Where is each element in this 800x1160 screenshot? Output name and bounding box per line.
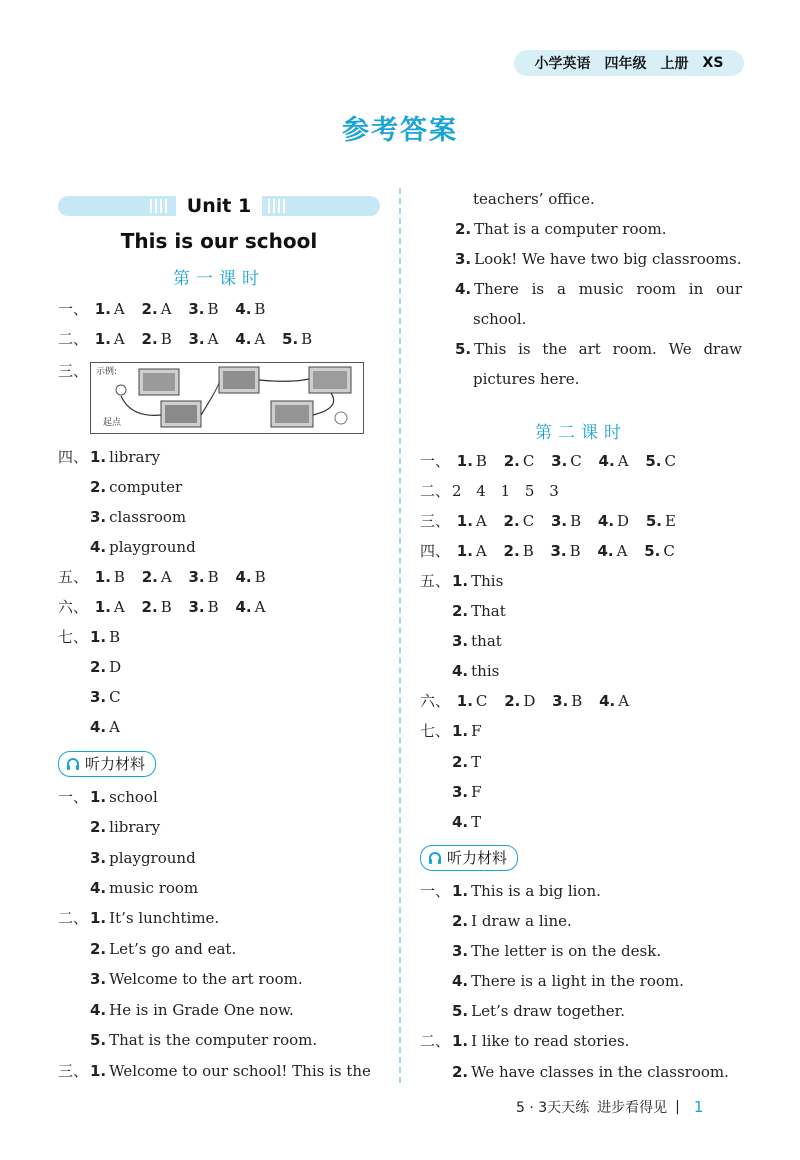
footer-slogan: 进步看得见	[597, 1100, 668, 1116]
item-answer: That is a computer room.	[474, 220, 667, 238]
item-number: 3.	[452, 783, 469, 801]
item-answer: B	[571, 692, 583, 710]
item-number: 5.	[645, 512, 662, 530]
answer-row	[90, 536, 196, 558]
listening-label-text: 听力材料	[85, 755, 146, 773]
answer-row	[420, 1030, 629, 1052]
answer-row	[58, 1060, 371, 1082]
answer-row	[58, 298, 265, 320]
item-number: 2.	[504, 692, 521, 710]
unit-subtitle: This is our school	[120, 229, 318, 253]
header-badge	[514, 50, 744, 76]
answer-row	[455, 218, 667, 240]
answer-row	[452, 910, 572, 932]
question-tag: 二、	[420, 482, 451, 500]
item-number: 1.	[452, 722, 469, 740]
sun-icon	[335, 412, 347, 424]
item-number: 1.	[452, 1032, 469, 1050]
item-number: 2.	[141, 568, 158, 586]
item-number: 1.	[456, 512, 473, 530]
answer-row	[90, 877, 198, 899]
answer-row	[452, 811, 481, 833]
question-tag: 四、	[420, 542, 451, 560]
item-answer: I like to read stories.	[471, 1032, 630, 1050]
answer-row	[58, 907, 219, 929]
item-answer: playground	[109, 849, 196, 867]
item-number: 3.	[452, 942, 469, 960]
item-number: 4.	[90, 1001, 107, 1019]
item-number: 4.	[452, 662, 469, 680]
answer-row	[90, 816, 160, 838]
item-number: 5.	[282, 330, 299, 348]
item-answer: B	[109, 628, 121, 646]
item-number: 4.	[235, 330, 252, 348]
answer-row	[90, 656, 121, 678]
item-answer: That	[471, 602, 506, 620]
item-answer: A	[616, 542, 628, 560]
item-answer: A	[254, 330, 266, 348]
continued-line: teachers’ office.	[473, 190, 595, 208]
item-number: 2.	[452, 912, 469, 930]
item-answer: B	[475, 452, 487, 470]
answer-row	[452, 1000, 625, 1022]
item-number: 1.	[456, 542, 473, 560]
answer-row	[452, 600, 506, 622]
item-number: 4.	[599, 692, 616, 710]
question-tag: 三、	[58, 362, 89, 380]
room-detail	[143, 373, 175, 391]
answer-row	[420, 720, 482, 742]
item-answer: 2 4 1 5 3	[452, 482, 559, 500]
question-tag: 一、	[420, 452, 451, 470]
lesson-title-2: 第二课时	[535, 423, 627, 443]
headphones-icon	[65, 756, 81, 772]
item-answer: B	[207, 300, 219, 318]
item-answer: F	[471, 722, 482, 740]
room-detail	[313, 371, 347, 389]
item-answer: A	[160, 568, 172, 586]
answer-row	[455, 278, 742, 300]
answer-row	[420, 480, 559, 502]
answer-row	[90, 968, 303, 990]
item-answer: B	[160, 598, 172, 616]
item-answer: I draw a line.	[471, 912, 572, 930]
item-answer: school	[109, 788, 158, 806]
question-tag: 二、	[420, 1032, 451, 1050]
header-grade: 四年级	[604, 56, 647, 72]
item-number: 3.	[90, 970, 107, 988]
item-number: 3.	[455, 250, 472, 268]
question-tag: 六、	[420, 692, 451, 710]
footer-separator: |	[675, 1099, 680, 1115]
answer-row	[452, 1061, 729, 1083]
question-tag: 一、	[420, 882, 451, 900]
item-answer: A	[113, 330, 125, 348]
pin-icon	[116, 385, 126, 395]
answer-row	[455, 248, 742, 270]
question-tag: 二、	[58, 330, 89, 348]
item-answer: A	[617, 452, 629, 470]
item-number: 2.	[141, 330, 158, 348]
item-answer: B	[570, 512, 582, 530]
answer-row	[90, 506, 186, 528]
item-number: 4.	[597, 512, 615, 530]
item-number: 3.	[90, 849, 107, 867]
item-number: 1.	[452, 882, 469, 900]
item-answer: C	[109, 688, 121, 706]
item-answer: This is the art room. We draw	[474, 340, 742, 358]
header-edition: XS	[702, 55, 724, 71]
item-answer: A	[113, 598, 125, 616]
item-answer: The letter is on the desk.	[471, 942, 662, 960]
item-answer: He is in Grade One now.	[109, 1001, 294, 1019]
item-answer: There is a light in the room.	[471, 972, 684, 990]
listening-label	[58, 751, 156, 777]
item-number: 3.	[550, 512, 568, 530]
item-number: 2.	[452, 602, 469, 620]
answer-row	[452, 630, 502, 652]
item-number: 3.	[452, 632, 469, 650]
item-answer: Look! We have two big classrooms.	[474, 250, 742, 268]
item-answer: Let’s draw together.	[471, 1002, 625, 1020]
answer-row	[58, 446, 160, 468]
item-answer: library	[109, 448, 161, 466]
item-answer: D	[109, 658, 122, 676]
item-answer: B	[254, 300, 266, 318]
item-answer: A	[113, 300, 125, 318]
item-answer: music room	[109, 879, 199, 897]
item-number: 2.	[90, 940, 107, 958]
item-answer: B	[301, 330, 313, 348]
answer-row	[420, 880, 601, 902]
answer-row	[58, 596, 265, 618]
item-answer: A	[254, 598, 266, 616]
item-number: 1.	[90, 788, 107, 806]
item-number: 3.	[90, 688, 107, 706]
item-answer: We have classes in the classroom.	[471, 1063, 729, 1081]
question-tag: 四、	[58, 448, 89, 466]
item-number: 4.	[597, 542, 614, 560]
item-number: 1.	[94, 330, 111, 348]
item-number: 5.	[644, 542, 661, 560]
item-number: 2.	[452, 1063, 469, 1081]
item-number: 1.	[94, 300, 111, 318]
item-number: 2.	[503, 512, 520, 530]
answer-row	[420, 690, 629, 712]
column-divider	[399, 188, 401, 1083]
item-number: 1.	[456, 452, 473, 470]
continued-line: pictures here.	[473, 370, 580, 388]
item-number: 3.	[188, 598, 205, 616]
answer-row	[452, 751, 481, 773]
item-number: 2.	[452, 753, 469, 771]
item-number: 1.	[90, 1062, 107, 1080]
item-number: 1.	[452, 572, 469, 590]
item-number: 2.	[503, 542, 520, 560]
item-answer: C	[570, 452, 582, 470]
item-number: 2.	[90, 658, 107, 676]
item-answer: B	[254, 568, 266, 586]
item-answer: playground	[109, 538, 196, 556]
item-number: 1.	[90, 628, 107, 646]
question-tag: 一、	[58, 300, 89, 318]
item-number: 2.	[90, 818, 107, 836]
item-number: 5.	[645, 452, 662, 470]
listening-label-text: 听力材料	[447, 849, 508, 867]
listening-label	[420, 845, 518, 871]
item-answer: computer	[109, 478, 183, 496]
answer-row	[90, 716, 120, 738]
item-number: 1.	[456, 692, 473, 710]
item-number: 1.	[94, 598, 111, 616]
answer-row	[452, 781, 482, 803]
answer-row	[452, 970, 684, 992]
item-number: 3.	[188, 330, 205, 348]
item-answer: that	[471, 632, 502, 650]
page-number: 1	[693, 1098, 704, 1116]
footer-brand: 5 · 3天天练	[516, 1100, 590, 1116]
item-number: 2.	[455, 220, 472, 238]
answer-row	[90, 847, 196, 869]
item-answer: A	[475, 512, 487, 530]
answer-row	[90, 476, 182, 498]
item-answer: B	[113, 568, 125, 586]
item-answer: There is a music room in our	[474, 280, 742, 298]
item-answer: T	[471, 753, 482, 771]
item-answer: this	[471, 662, 500, 680]
item-number: 4.	[598, 452, 615, 470]
answer-row	[58, 786, 158, 808]
item-number: 3.	[188, 568, 205, 586]
question-tag: 三、	[420, 512, 451, 530]
item-number: 4.	[452, 813, 469, 831]
item-answer: A	[207, 330, 219, 348]
page-title: 参考答案	[342, 115, 458, 146]
footer	[516, 1097, 703, 1117]
answer-row	[58, 360, 90, 382]
item-number: 3.	[550, 542, 567, 560]
answer-row	[452, 660, 499, 682]
item-number: 4.	[90, 538, 107, 556]
item-number: 2.	[503, 452, 520, 470]
continued-line: school.	[473, 310, 527, 328]
question-tag: 二、	[58, 909, 89, 927]
item-answer: This is a big lion.	[471, 882, 601, 900]
item-answer: B	[207, 598, 219, 616]
item-number: 2.	[90, 478, 107, 496]
item-number: 1.	[90, 448, 107, 466]
header-volume: 上册	[660, 56, 689, 72]
item-number: 4.	[235, 300, 252, 318]
header-subject: 小学英语	[534, 56, 591, 72]
item-number: 4.	[90, 718, 107, 736]
item-answer: C	[664, 452, 676, 470]
question-tag: 六、	[58, 598, 89, 616]
item-answer: B	[160, 330, 172, 348]
route-map-image	[91, 363, 363, 433]
item-number: 3.	[188, 300, 205, 318]
item-number: 4.	[90, 879, 107, 897]
item-answer: F	[471, 783, 482, 801]
item-answer: That is the computer room.	[109, 1031, 318, 1049]
item-number: 1.	[90, 909, 107, 927]
item-number: 3.	[551, 452, 568, 470]
item-number: 5.	[452, 1002, 469, 1020]
item-answer: It’s lunchtime.	[109, 909, 220, 927]
example-label: 示例:	[96, 367, 118, 377]
item-answer: A	[109, 718, 120, 736]
item-answer: Welcome to the art room.	[109, 970, 303, 988]
item-number: 4.	[455, 280, 472, 298]
item-answer: E	[665, 512, 676, 530]
headphones-icon	[427, 850, 443, 866]
answer-row	[90, 1029, 317, 1051]
question-tag: 五、	[58, 568, 89, 586]
answer-row	[455, 338, 742, 360]
item-answer: A	[618, 692, 630, 710]
item-answer: C	[522, 512, 535, 530]
item-number: 5.	[90, 1031, 107, 1049]
item-number: 3.	[552, 692, 569, 710]
room-detail	[223, 371, 255, 389]
answer-row	[58, 566, 266, 588]
item-answer: T	[471, 813, 482, 831]
item-answer: D	[523, 692, 536, 710]
item-answer: B	[207, 568, 219, 586]
item-number: 1.	[94, 568, 111, 586]
item-answer: B	[522, 542, 534, 560]
question-tag: 五、	[420, 572, 451, 590]
lesson-title-1: 第一课时	[173, 269, 265, 289]
item-answer: D	[617, 512, 630, 530]
start-label: 起点	[103, 418, 122, 428]
item-answer: This	[471, 572, 504, 590]
answer-row	[420, 540, 675, 562]
answer-row	[420, 450, 676, 472]
item-number: 2.	[141, 300, 158, 318]
item-answer: Welcome to our school! This is the	[109, 1062, 371, 1080]
item-number: 4.	[235, 568, 252, 586]
item-number: 2.	[141, 598, 158, 616]
answer-row	[90, 999, 294, 1021]
item-number: 3.	[90, 508, 107, 526]
item-answer: library	[109, 818, 161, 836]
room-detail	[275, 405, 309, 423]
answer-row	[90, 686, 121, 708]
room-detail	[165, 405, 197, 423]
question-tag: 一、	[58, 788, 89, 806]
answer-row	[58, 328, 312, 350]
question-tag: 七、	[420, 722, 451, 740]
item-answer: classroom	[109, 508, 187, 526]
item-answer: C	[475, 692, 488, 710]
question-tag: 三、	[58, 1062, 89, 1080]
item-answer: A	[475, 542, 487, 560]
item-answer: C	[663, 542, 675, 560]
item-answer: A	[160, 300, 172, 318]
answer-row	[58, 626, 120, 648]
answer-row	[90, 938, 236, 960]
route-diagram	[90, 362, 364, 434]
item-answer: Let’s go and eat.	[109, 940, 237, 958]
item-number: 4.	[235, 598, 252, 616]
item-answer: C	[522, 452, 535, 470]
question-tag: 七、	[58, 628, 89, 646]
item-number: 5.	[455, 340, 472, 358]
answer-row	[420, 570, 503, 592]
item-number: 4.	[452, 972, 469, 990]
answer-row	[420, 510, 676, 532]
unit-title: Unit 1	[176, 192, 262, 220]
answer-row	[452, 940, 661, 962]
item-answer: B	[569, 542, 581, 560]
